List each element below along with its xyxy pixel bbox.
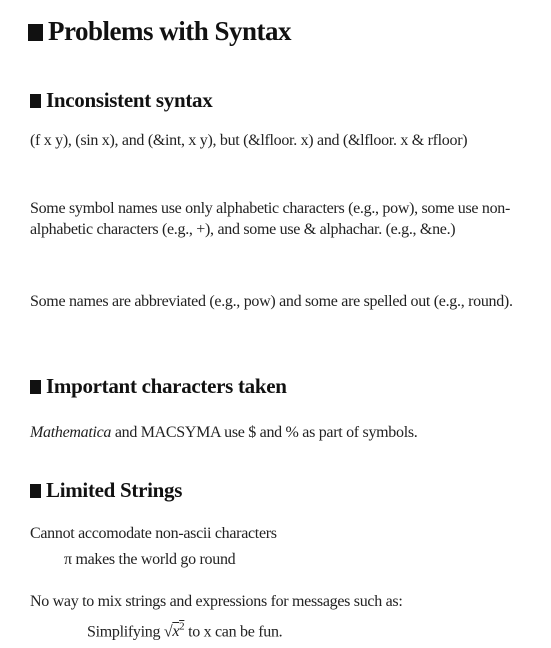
slide-title-text: Problems with Syntax [48,16,292,46]
paragraph-symbol-names: Some symbol names use only alphabetic characters (e.g., pow), some use non-alphabetic characters (e.g., +), and some use & alphachar. (e.g., &ne.) [30,200,511,238]
paragraph-syntax-examples: (f x y), (sin x), and (&int, x y), but (&lfloor. x) and (&lfloor. x & rfloor) [30,132,468,149]
line-mix-strings: No way to mix strings and expressions for messages such as: [30,593,403,610]
square-bullet-icon [30,380,41,394]
square-bullet-icon [30,484,41,498]
example-prefix: Simplifying [87,623,161,641]
paragraph-mathematica-macsyma [30,422,535,443]
radical-sign-icon: √ [163,623,173,641]
example-suffix: to x can be fun. [188,623,283,641]
line-simplifying-example [30,617,551,642]
section-heading-text: Important characters taken [46,374,287,398]
line-pi-example: π makes the world go round [64,551,236,568]
macsyma-text: and MACSYMA use $ and % as part of symbols. [111,424,418,441]
section-heading-text: Inconsistent syntax [46,88,213,112]
radicand-var: x [172,623,180,641]
section-heading-important-characters [30,374,287,399]
square-bullet-icon [28,24,43,41]
section-heading-inconsistent-syntax [30,88,212,113]
line-non-ascii: Cannot accomodate non-ascii characters [30,525,277,542]
radical-expression [164,623,185,640]
mathematica-italic-text: Mathematica [30,424,112,441]
slide-title [28,16,291,47]
radicand [172,623,184,640]
square-bullet-icon [30,94,41,108]
section-heading-limited-strings [30,478,182,503]
paragraph-abbreviations: Some names are abbreviated (e.g., pow) and some are spelled out (e.g., round). [30,293,513,310]
section-heading-text: Limited Strings [46,478,183,502]
radicand-exponent: 2 [179,621,185,633]
